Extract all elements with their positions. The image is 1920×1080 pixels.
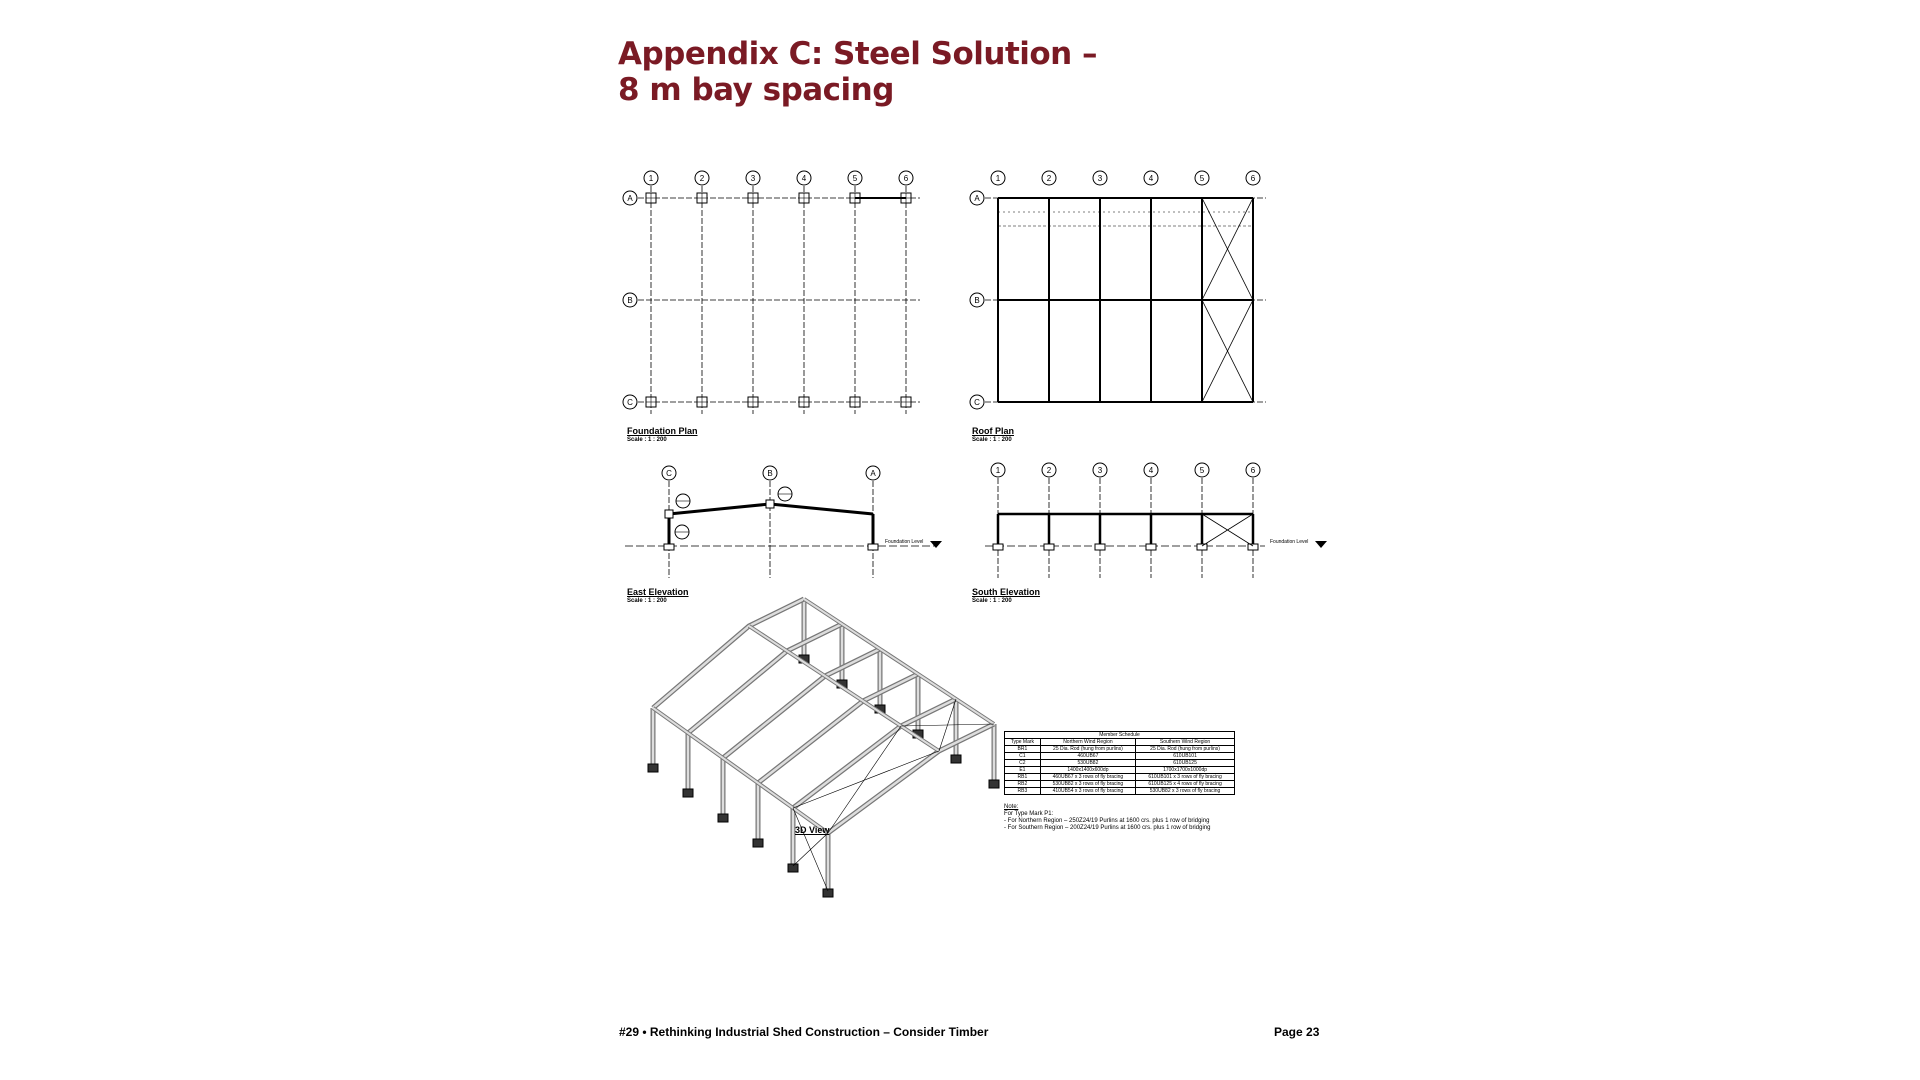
footing [1248, 544, 1258, 550]
schedule-cell: BR1 [1005, 746, 1041, 753]
schedule-cell: 610UB101 x 3 rows of fly bracing [1136, 774, 1235, 781]
3d-view-caption: 3D View [795, 825, 830, 835]
grid-bubble-3-label: 3 [1097, 466, 1103, 475]
schedule-cell: 610UB101 [1136, 753, 1235, 760]
grid-bubble-C-label: C [627, 398, 633, 407]
grid-bubble-3-label: 3 [1097, 174, 1103, 183]
grid-bubble-3-label: 3 [750, 174, 756, 183]
schedule-row [1005, 781, 1235, 788]
apex-detail [766, 500, 774, 508]
east-elevation-caption: East Elevation [627, 587, 689, 597]
grid-bubble-4-label: 4 [1148, 466, 1154, 475]
foundation-plan-drawing [623, 171, 920, 414]
grid-bubble-C-label: C [666, 469, 672, 478]
grid-bubble-5-label: 5 [1199, 174, 1205, 183]
grid-bubble-B-label: B [767, 469, 773, 478]
footer-page-number: Page 23 [1274, 1025, 1320, 1039]
longitudinal-beam-fill [804, 599, 994, 724]
schedule-cell: 25 Dia. Rod (hung from purlins) [1136, 746, 1235, 753]
foundation-plan-caption: Foundation Plan [627, 426, 698, 436]
south-elevation-caption: South Elevation [972, 587, 1041, 597]
schedule-row [1005, 753, 1235, 760]
grid-bubble-1-label: 1 [995, 466, 1001, 475]
grid-bubble-C-label: C [974, 398, 980, 407]
schedule-row [1005, 767, 1235, 774]
schedule-header-northern: Northern Wind Region [1040, 739, 1135, 746]
notes-line: For Type Mark P1: [1004, 811, 1054, 817]
grid-bubble-6-label: 6 [903, 174, 909, 183]
schedule-cell: 460UB67 [1040, 753, 1135, 760]
south-elevation-scale: Scale : 1 : 200 [972, 598, 1012, 604]
footing-block [788, 864, 798, 872]
3d-view-drawing [648, 599, 999, 897]
schedule-cell: 410UB54 x 3 rows of fly bracing [1040, 788, 1135, 795]
schedule-header-type-mark: Type Mark [1005, 739, 1041, 746]
footing-block [951, 755, 961, 763]
notes-line: - For Northern Region – 250Z24/19 Purlins at 1600 crs. plus 1 row of bridging [1004, 818, 1210, 824]
schedule-cell: E1 [1005, 767, 1041, 774]
grid-bubble-A-label: A [870, 469, 876, 478]
foundation-level-label: Foundation Level [1270, 539, 1309, 545]
member-schedule-table [1004, 731, 1235, 795]
foundation-level-label: Foundation Level [885, 539, 924, 545]
grid-bubble-2-label: 2 [1046, 466, 1052, 475]
notes-line: - For Southern Region – 200Z24/19 Purlins at 1600 crs. plus 1 row of bridging [1004, 825, 1211, 831]
grid-bubble-A-label: A [627, 194, 633, 203]
schedule-cell: 530UB82 x 3 rows of fly bracing [1136, 788, 1235, 795]
rafter [770, 504, 873, 514]
grid-bubble-2-label: 2 [699, 174, 705, 183]
member-schedule-title: Member Schedule [1005, 732, 1235, 739]
schedule-cell: 530UB82 [1040, 760, 1135, 767]
bracing-3d [793, 751, 939, 808]
grid-bubble-A-label: A [974, 194, 980, 203]
longitudinal-beam-fill [653, 708, 828, 833]
footer-document-title: #29 • Rethinking Industrial Shed Construction – Consider Timber [619, 1025, 989, 1039]
footing [1044, 544, 1054, 550]
grid-bubble-5-label: 5 [1199, 466, 1205, 475]
grid-bubble-4-label: 4 [801, 174, 807, 183]
schedule-cell: 460UB67 x 3 rows of fly bracing [1040, 774, 1135, 781]
schedule-row [1005, 788, 1235, 795]
haunch-detail [665, 510, 673, 518]
east-elevation-scale: Scale : 1 : 200 [627, 598, 667, 604]
footing-block [648, 764, 658, 772]
level-marker [930, 541, 942, 548]
page-title-line-2: 8 m bay spacing [618, 72, 894, 108]
footing-block [683, 789, 693, 797]
footing [1146, 544, 1156, 550]
grid-bubble-B-label: B [974, 296, 980, 305]
schedule-cell: 25 Dia. Rod (hung from purlins) [1040, 746, 1135, 753]
grid-bubble-2-label: 2 [1046, 174, 1052, 183]
grid-bubble-6-label: 6 [1250, 174, 1256, 183]
footing [1197, 544, 1207, 550]
schedule-cell: RB2 [1005, 781, 1041, 788]
portal-rafter [828, 724, 994, 833]
schedule-cell: 610UB125 [1136, 760, 1235, 767]
roof-plan-caption: Roof Plan [972, 426, 1014, 436]
schedule-cell: 610UB125 x 4 rows of fly bracing [1136, 781, 1235, 788]
schedule-cell: C2 [1005, 760, 1041, 767]
footing [868, 544, 878, 550]
schedule-row [1005, 774, 1235, 781]
grid-bubble-5-label: 5 [852, 174, 858, 183]
roof-plan-scale: Scale : 1 : 200 [972, 437, 1012, 443]
footing [664, 544, 674, 550]
grid-bubble-1-label: 1 [648, 174, 654, 183]
east-elevation-drawing [625, 466, 942, 578]
schedule-cell: 1400x1400x600dp [1040, 767, 1135, 774]
schedule-cell: 530UB82 x 3 rows of fly bracing [1040, 781, 1135, 788]
schedule-row [1005, 746, 1235, 753]
notes-heading: Note: [1004, 804, 1019, 810]
schedule-header-southern: Southern Wind Region [1136, 739, 1235, 746]
schedule-cell: RB3 [1005, 788, 1041, 795]
grid-bubble-4-label: 4 [1148, 174, 1154, 183]
page-title-line-1: Appendix C: Steel Solution – [618, 36, 1098, 72]
footing-block [823, 889, 833, 897]
foundation-plan-scale: Scale : 1 : 200 [627, 437, 667, 443]
footing-block [753, 839, 763, 847]
schedule-cell: 1700x1700x1000dp [1136, 767, 1235, 774]
level-marker [1315, 541, 1327, 548]
bracing-3d [828, 726, 901, 833]
schedule-cell: RB1 [1005, 774, 1041, 781]
footing [1095, 544, 1105, 550]
footing [993, 544, 1003, 550]
grid-bubble-1-label: 1 [995, 174, 1001, 183]
schedule-row [1005, 760, 1235, 767]
schedule-notes [1004, 804, 1210, 832]
grid-bubble-6-label: 6 [1250, 466, 1256, 475]
footing-block [718, 814, 728, 822]
footing-block [989, 780, 999, 788]
south-elevation-drawing [985, 463, 1327, 578]
schedule-cell: C1 [1005, 753, 1041, 760]
grid-bubble-B-label: B [627, 296, 633, 305]
roof-plan-drawing [970, 171, 1266, 409]
